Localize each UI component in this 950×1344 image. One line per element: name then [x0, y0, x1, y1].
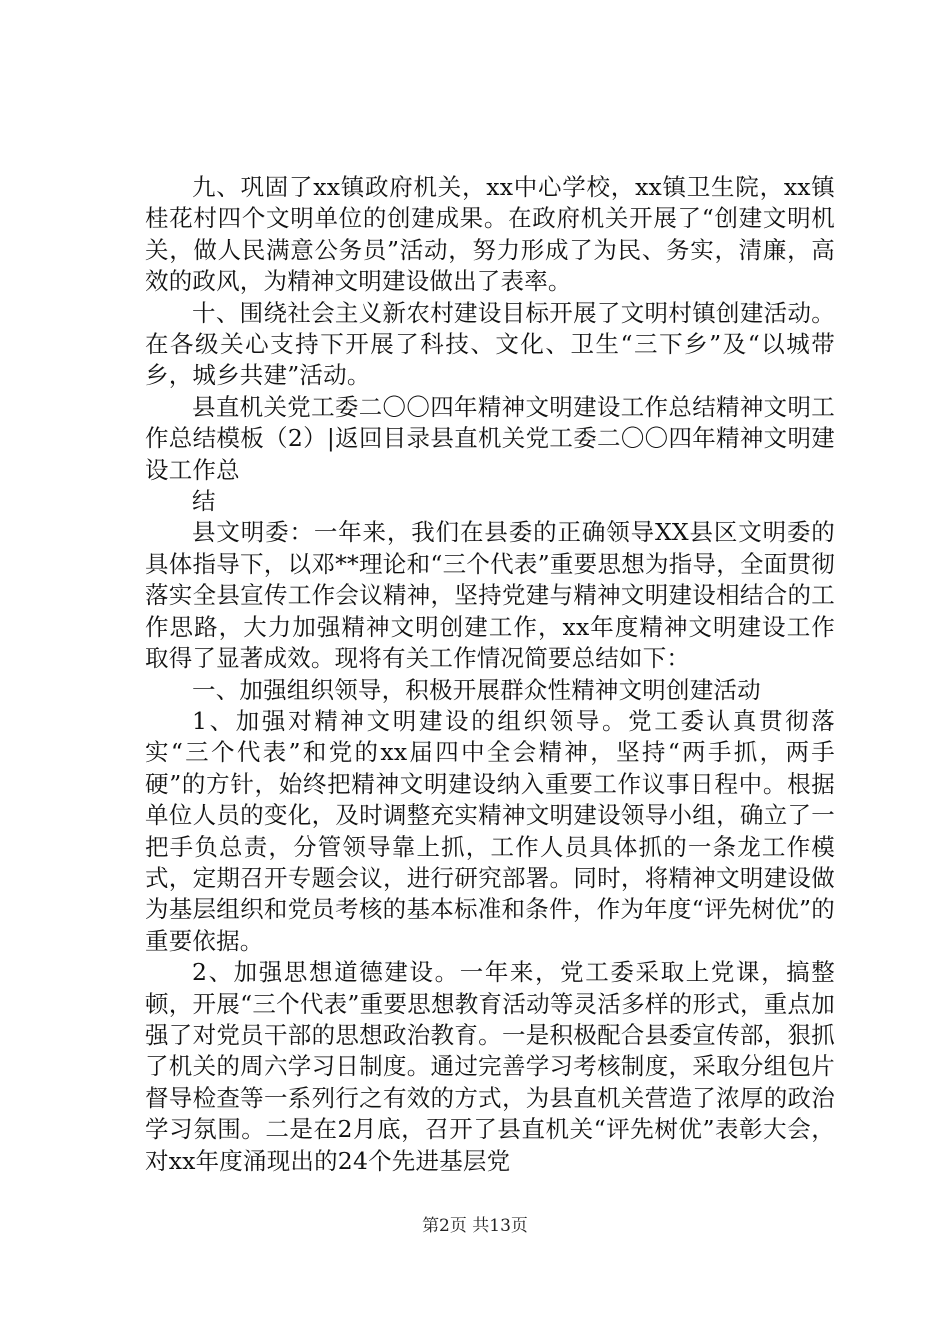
paragraph-item-nine: 九、巩固了xx镇政府机关，xx中心学校，xx镇卫生院，xx镇桂花村四个文明单位的创建成果。在政府机关开展了“创建文明机关，做人民满意公务员”活动，努力形成了为民、务实，清廉，高效的政风，为精神文明建设做出了表率。	[145, 173, 835, 296]
paragraph-title-tail: 结	[192, 487, 216, 516]
paragraph-heading-one: 一、加强组织领导，积极开展群众性精神文明创建活动	[192, 675, 761, 704]
paragraph-section-title: 县直机关党工委二〇〇四年精神文明建设工作总结精神文明工作总结模板（2）|返回目录县直机关党工委二〇〇四年精神文明建设工作总	[145, 392, 835, 484]
paragraph-point-one: 1、加强对精神文明建设的组织领导。党工委认真贯彻落实“三个代表”和党的xx届四中全会精神，坚持“两手抓，两手硬”的方针，始终把精神文明建设纳入重要工作议事日程中。根据单位人员的变化，及时调整充实精神文明建设领导小组，确立了一把手负总责，分管领导靠上抓，工作人员具体抓的一条龙工作模式，定期召开专题会议，进行研究部署。同时，将精神文明建设做为基层组织和党员考核的基本标准和条件，作为年度“评先树优”的重要依据。	[145, 706, 835, 955]
document-body	[145, 172, 835, 1177]
page-number-label: 第2页 共13页	[422, 1216, 528, 1236]
page-footer	[0, 1215, 950, 1237]
paragraph-item-ten: 十、围绕社会主义新农村建设目标开展了文明村镇创建活动。在各级关心支持下开展了科技、文化、卫生“三下乡”及“以城带乡，城乡共建”活动。	[145, 298, 835, 390]
paragraph-point-two: 2、加强思想道德建设。一年来，党工委采取上党课，搞整顿，开展“三个代表”重要思想教育活动等灵活多样的形式，重点加强了对党员干部的思想政治教育。一是积极配合县委宣传部，狠抓了机关的周六学习日制度。通过完善学习考核制度，采取分组包片督导检查等一系列行之有效的方式，为县直机关营造了浓厚的政治学习氛围。二是在2月底，召开了县直机关“评先树优”表彰大会，对xx年度涌现出的24个先进基层党	[145, 958, 835, 1175]
paragraph-salutation-intro: 县文明委：一年来，我们在县委的正确领导XX县区文明委的具体指导下，以邓**理论和“三个代表”重要思想为指导，全面贯彻落实全县宣传工作会议精神，坚持党建与精神文明建设相结合的工作思路，大力加强精神文明创建工作，xx年度精神文明建设工作取得了显著成效。现将有关工作情况简要总结如下：	[145, 518, 835, 673]
